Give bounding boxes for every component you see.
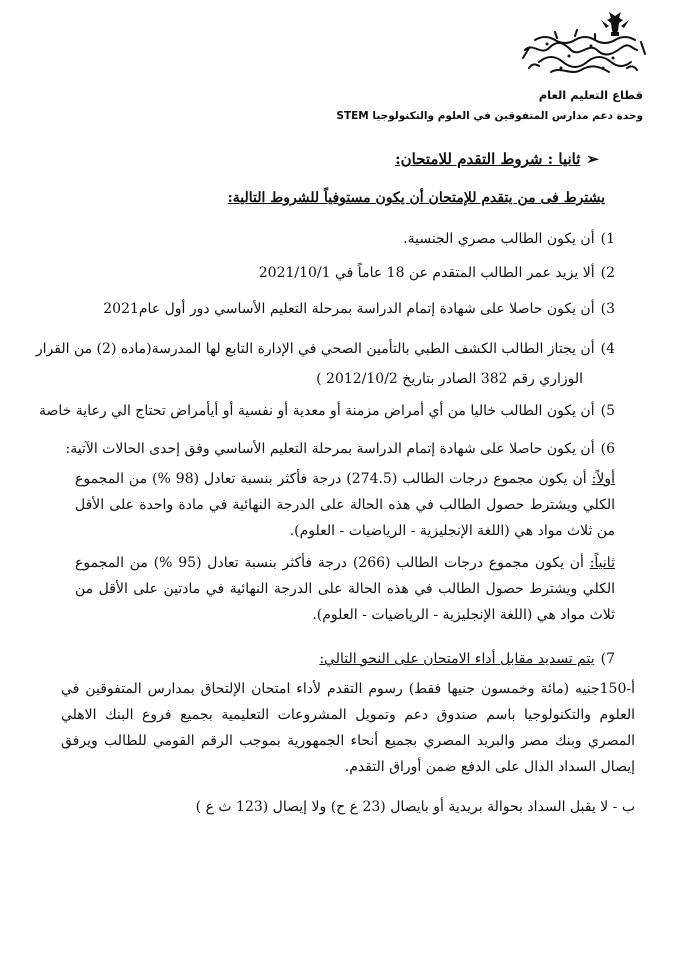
condition-number: 5) (600, 403, 615, 419)
case-first (75, 466, 615, 544)
condition-number: 2) (600, 265, 615, 281)
condition-text: ألا يزيد عمر الطالب المتقدم عن 18 عاماً في 2021/10/1 (258, 265, 595, 281)
unit-heading: وحدة دعم مدارس المتفوقين في العلوم والتكنولوجيا STEM (336, 110, 643, 122)
condition-number: 4) (600, 341, 615, 357)
section-title-text: ثانيا : شروط التقدم للامتحان: (395, 150, 581, 168)
case-second-text: أن يكون مجموع درجات الطالب (266) درجة فأكثر بنسبة تعادل (95 %) من المجموع الكلي ويشترط حصول الطالب في هذه الحالة على الدرجة النهائية في مادتين على الأقل من ثلاث مواد هي (اللغة الإنجليزية - الرياضيات - العلوم). (75, 555, 615, 623)
case-first-text: أن يكون مجموع درجات الطالب (274.5) درجة فأكثر بنسبة تعادل (98 %) من المجموع الكلي ويشترط حصول الطالب في هذه الحالة على الدرجة النهائية في مادة واحدة على الأقل من ثلاث مواد هي (اللغة الإنجليزية - الرياضيات - العلوم). (75, 471, 615, 539)
condition-text: أن يكون الطالب مصري الجنسية. (403, 231, 595, 247)
condition-number: 3) (600, 301, 615, 317)
condition-text: أن يجتاز الطالب الكشف الطبي بالتأمين الصحي في الإدارة التابع لها المدرسة(ماده (2) من القرار (35, 341, 595, 357)
condition-number: 1) (600, 231, 615, 247)
payment-heading: يتم تسديد مقابل أداء الامتحان على النحو التالي: (319, 651, 595, 667)
condition-6 (65, 436, 615, 462)
condition-5 (39, 398, 615, 424)
payment-option-a: أ-150جنيه (مائة وخمسون جنيها فقط) رسوم التقدم لأداء امتحان الإلتحاق بمدارس المتفوقين في العلوم والتكنولوجيا باسم صندوق دعم وتمويل المشروعات التعليمية بجميع فروع البنك الاهلي المصري وبنك مصر والبريد المصري بجميع أنحاء الجمهورية بموجب الرقم القومي للطالب ويرفق إيصال السداد الدال على الدفع ضمن أوراق التقدم. (61, 681, 635, 775)
condition-text: أن يكون حاصلا على شهادة إتمام الدراسة بمرحلة التعليم الأساسي وفق إحدى الحالات الآتية: (65, 441, 595, 457)
case-second-label: ثانياً: (589, 555, 615, 571)
condition-4 (36, 336, 615, 362)
condition-7 (319, 646, 615, 672)
condition-text: أن يكون حاصلا على شهادة إتمام الدراسة بمرحلة التعليم الأساسي دور أول عام2021 (103, 301, 595, 317)
condition-number: 7) (600, 651, 615, 667)
case-first-label: أولاً: (591, 471, 615, 487)
sector-heading: قطاع التعليم العام (538, 88, 643, 102)
conditions-intro: يشترط فى من يتقدم للإمتحان أن يكون مستوفياً للشروط التالية: (227, 190, 605, 206)
condition-number: 6) (600, 441, 615, 457)
section-title (395, 150, 599, 168)
ministry-eagle-emblem-icon (495, 10, 655, 84)
condition-3 (103, 296, 615, 322)
case-second (75, 550, 615, 628)
condition-4-continued: الوزاري رقم 382 الصادر بتاريخ 2012/10/2 ) (316, 371, 583, 387)
condition-1 (403, 226, 615, 252)
arrow-check-icon: ➢ (586, 150, 599, 168)
payment-option-b: ب - لا يقبل السداد بحوالة بريدية أو بايصال (23 ع ح) ولا إيصال (123 ث ع ) (195, 799, 635, 815)
condition-2 (259, 260, 615, 286)
condition-text: أن يكون الطالب خاليا من أي أمراض مزمنة أو معدية أو نفسية أو أيأمراض تحتاج الي رعاية خاصة (39, 403, 595, 419)
